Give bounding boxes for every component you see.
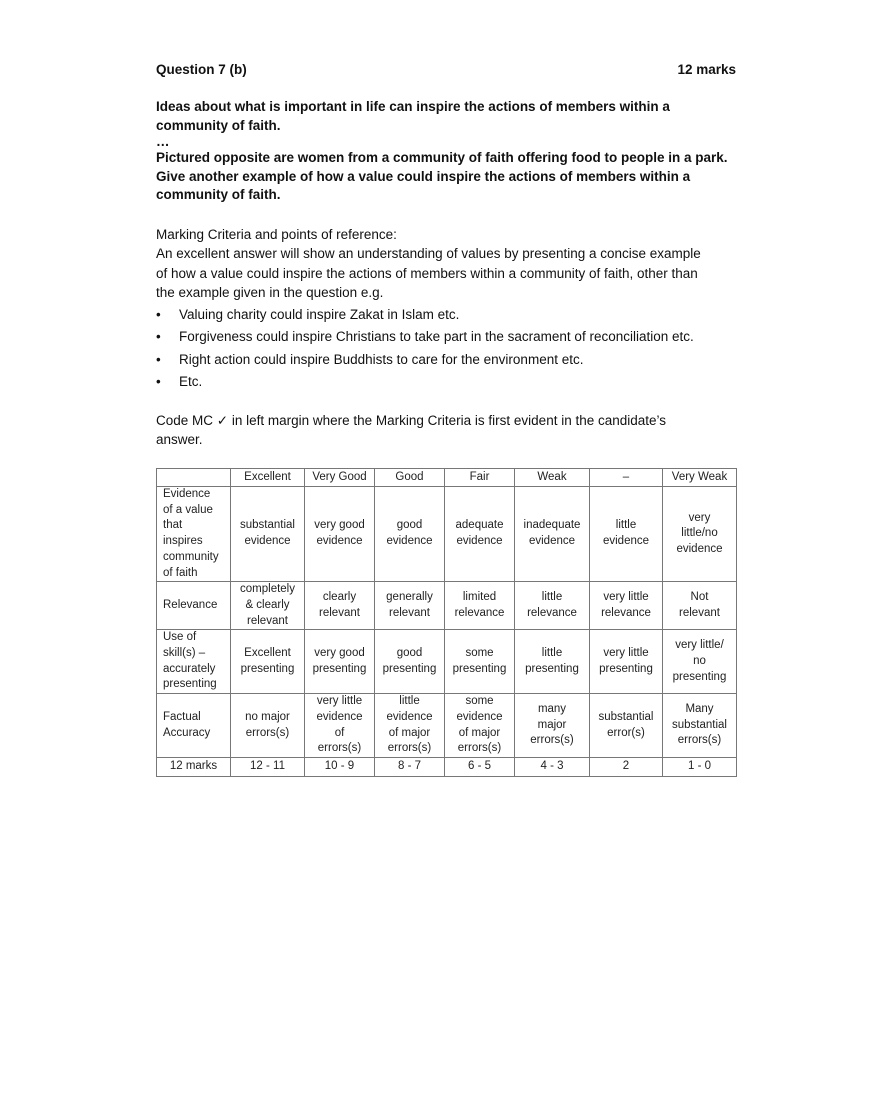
- mark-range-cell: 1 - 0: [663, 757, 737, 776]
- criterion-cell: [157, 487, 231, 582]
- rubric-cell: [663, 694, 737, 758]
- bullet: •: [156, 374, 161, 389]
- cell-line: very little/: [675, 639, 724, 652]
- column-header: Weak: [515, 469, 590, 487]
- criteria-line: the example given in the question e.g.: [156, 285, 384, 300]
- cell-line: errors(s): [387, 742, 432, 755]
- cell-line: relevance: [527, 606, 577, 619]
- rubric-cell: [445, 582, 515, 630]
- rubric-row-evidence: [157, 487, 737, 582]
- cell-line: presenting: [525, 662, 579, 675]
- cell-line: good: [396, 519, 423, 532]
- cell-line: Excellent: [244, 647, 291, 660]
- rubric-cell: [663, 630, 737, 694]
- cell-line: adequate: [455, 519, 504, 532]
- list-item: [156, 371, 736, 394]
- cell-line: substantial: [598, 710, 654, 723]
- mark-range-cell: 10 - 9: [305, 757, 375, 776]
- rubric-cell: [590, 582, 663, 630]
- marking-criteria: [156, 225, 736, 303]
- cell-line: Not: [690, 591, 709, 604]
- cell-line: very good: [314, 647, 365, 660]
- mark-range-cell: 4 - 3: [515, 757, 590, 776]
- cell-line: Accuracy: [163, 726, 211, 739]
- cell-line: clearly: [322, 591, 357, 604]
- criteria-line: of how a value could inspire the actions of members within a community of faith, other than: [156, 265, 698, 281]
- cell-line: many: [537, 702, 567, 715]
- criterion-cell: [157, 582, 231, 630]
- cell-line: of a value: [163, 503, 213, 516]
- question-label: Question 7 (b): [156, 62, 247, 77]
- code-note: [156, 411, 736, 450]
- rubric-cell: [375, 630, 445, 694]
- cell-line: no: [693, 654, 706, 667]
- cell-line: good: [396, 647, 423, 660]
- cell-line: relevant: [247, 614, 288, 627]
- list-item-text: Forgiveness could inspire Christians to take part in the sacrament of reconciliation etc.: [179, 329, 694, 344]
- cell-line: evidence: [244, 535, 291, 548]
- cell-line: little: [541, 647, 563, 660]
- rubric-cell: [663, 487, 737, 582]
- cell-line: generally: [386, 591, 433, 604]
- rubric-row-relevance: [157, 582, 737, 630]
- cell-line: relevant: [389, 606, 430, 619]
- cell-line: skill(s) –: [163, 647, 206, 660]
- criterion-cell: [157, 630, 231, 694]
- cell-line: relevant: [679, 606, 720, 619]
- cell-line: presenting: [452, 662, 507, 675]
- question-stem: [156, 98, 736, 135]
- rubric-cell: [515, 487, 590, 582]
- cell-line: of major: [458, 726, 501, 739]
- cell-line: Evidence: [163, 488, 211, 500]
- example-list: [156, 304, 736, 394]
- cell-line: substantial: [240, 519, 295, 532]
- rubric-cell: [375, 487, 445, 582]
- cell-line: relevant: [319, 606, 360, 619]
- rubric-cell: [305, 487, 375, 582]
- code-note-line: answer.: [156, 432, 203, 447]
- cell-line: Relevance: [163, 598, 218, 611]
- cell-line: of: [334, 726, 345, 739]
- bullet: •: [156, 306, 161, 322]
- cell-line: very little: [316, 695, 363, 708]
- rubric-cell: [375, 694, 445, 758]
- stem-ellipsis: …: [156, 134, 170, 149]
- cell-line: evidence: [316, 710, 363, 723]
- rubric-marks-row: [157, 757, 737, 776]
- cell-line: presenting: [599, 662, 653, 675]
- cell-line: completely: [240, 583, 295, 596]
- stem-line: Give another example of how a value could inspire the actions of members within a: [156, 168, 691, 184]
- cell-line: evidence: [676, 542, 723, 555]
- rubric-cell: [231, 630, 305, 694]
- rubric-cell: [590, 694, 663, 758]
- question-header: [156, 62, 736, 77]
- question-marks: 12 marks: [677, 62, 736, 77]
- column-header: Fair: [445, 469, 515, 487]
- cell-line: accurately: [163, 662, 216, 675]
- cell-line: Many: [685, 702, 714, 715]
- stem-line: Pictured opposite are women from a community of faith offering food to people in a park.: [156, 150, 728, 165]
- mark-range-cell: 6 - 5: [445, 757, 515, 776]
- cell-line: errors(s): [457, 742, 502, 755]
- cell-line: Use of: [163, 631, 197, 644]
- cell-line: that: [163, 519, 183, 532]
- marking-scheme-page: [156, 62, 736, 450]
- cell-line: inadequate: [523, 519, 581, 532]
- cell-line: relevance: [601, 606, 651, 619]
- criteria-line: An excellent answer will show an understanding of values by presenting a concise example: [156, 246, 701, 261]
- rubric-cell: [515, 582, 590, 630]
- rubric-cell: [231, 582, 305, 630]
- rubric-cell: [375, 582, 445, 630]
- bullet: •: [156, 351, 161, 367]
- stem-line: community of faith.: [156, 117, 281, 133]
- cell-line: limited: [462, 591, 497, 604]
- rubric-cell: [231, 694, 305, 758]
- list-item-text: Right action could inspire Buddhists to care for the environment etc.: [179, 351, 584, 367]
- rubric-row-factual-accuracy: [157, 694, 737, 758]
- mark-range-cell: 12 - 11: [231, 757, 305, 776]
- stem-line: community of faith.: [156, 187, 281, 202]
- cell-line: Factual: [163, 710, 201, 723]
- rubric-cell: [445, 487, 515, 582]
- cell-line: presenting: [240, 662, 295, 675]
- rubric-table: [156, 468, 737, 777]
- cell-line: errors(s): [245, 726, 290, 739]
- list-item-text: Valuing charity could inspire Zakat in Islam etc.: [179, 306, 460, 322]
- rubric-header-row: [157, 469, 737, 487]
- column-header: Very Good: [305, 469, 375, 487]
- cell-line: inspires: [163, 535, 203, 548]
- rubric-cell: [590, 487, 663, 582]
- mark-range-cell: 8 - 7: [375, 757, 445, 776]
- cell-line: some: [465, 695, 494, 708]
- list-item: [156, 304, 736, 327]
- rubric-cell: [305, 582, 375, 630]
- cell-line: evidence: [386, 535, 433, 548]
- cell-line: relevance: [454, 606, 505, 619]
- list-item: [156, 326, 736, 349]
- cell-line: major: [537, 718, 567, 731]
- rubric-cell: [305, 694, 375, 758]
- cell-line: little: [541, 591, 563, 604]
- list-item: [156, 349, 736, 372]
- rubric-cell: [515, 630, 590, 694]
- cell-line: errors(s): [677, 734, 722, 747]
- cell-line: little/no: [681, 527, 718, 540]
- cell-line: errors(s): [317, 742, 362, 755]
- rubric-row-skills: [157, 630, 737, 694]
- cell-line: no major: [245, 710, 290, 723]
- rubric-cell: [231, 487, 305, 582]
- cell-line: of major: [388, 726, 431, 739]
- cell-line: very good: [314, 519, 365, 532]
- cell-line: very little: [603, 647, 649, 660]
- column-header: –: [590, 469, 663, 487]
- cell-line: evidence: [456, 710, 503, 723]
- column-header: Very Weak: [663, 469, 737, 487]
- cell-line: of faith: [163, 566, 198, 579]
- cell-line: presenting: [382, 662, 437, 675]
- criterion-cell: [157, 694, 231, 758]
- corner-cell: [157, 469, 231, 487]
- question-prompt: [156, 149, 736, 205]
- cell-line: presenting: [672, 670, 727, 683]
- code-note-line: Code MC ✓ in left margin where the Marking Criteria is first evident in the candidate’s: [156, 412, 667, 428]
- bullet: •: [156, 329, 161, 344]
- rubric-cell: [515, 694, 590, 758]
- cell-line: evidence: [602, 535, 650, 548]
- list-item-text: Etc.: [179, 374, 203, 389]
- cell-line: community: [163, 550, 219, 563]
- cell-line: errors(s): [530, 734, 574, 747]
- cell-line: evidence: [528, 535, 576, 548]
- cell-line: very: [688, 511, 711, 524]
- column-header: Excellent: [231, 469, 305, 487]
- marks-label-cell: 12 marks: [157, 757, 231, 776]
- rubric-cell: [305, 630, 375, 694]
- cell-line: error(s): [607, 726, 645, 739]
- cell-line: presenting: [312, 662, 367, 675]
- cell-line: evidence: [316, 535, 363, 548]
- rubric-cell: [590, 630, 663, 694]
- criteria-heading: Marking Criteria and points of reference:: [156, 226, 397, 242]
- rubric-cell: [663, 582, 737, 630]
- stem-line: Ideas about what is important in life can inspire the actions of members within a: [156, 99, 670, 114]
- cell-line: evidence: [456, 535, 503, 548]
- rubric-cell: [445, 694, 515, 758]
- cell-line: some: [465, 647, 494, 660]
- cell-line: evidence: [386, 710, 433, 723]
- mark-range-cell: 2: [590, 757, 663, 776]
- cell-line: little: [399, 695, 420, 708]
- cell-line: substantial: [672, 718, 727, 731]
- cell-line: little: [615, 519, 637, 532]
- cell-line: & clearly: [245, 598, 290, 611]
- cell-line: presenting: [163, 678, 217, 691]
- rubric-cell: [445, 630, 515, 694]
- cell-line: very little: [603, 591, 649, 604]
- column-header: Good: [375, 469, 445, 487]
